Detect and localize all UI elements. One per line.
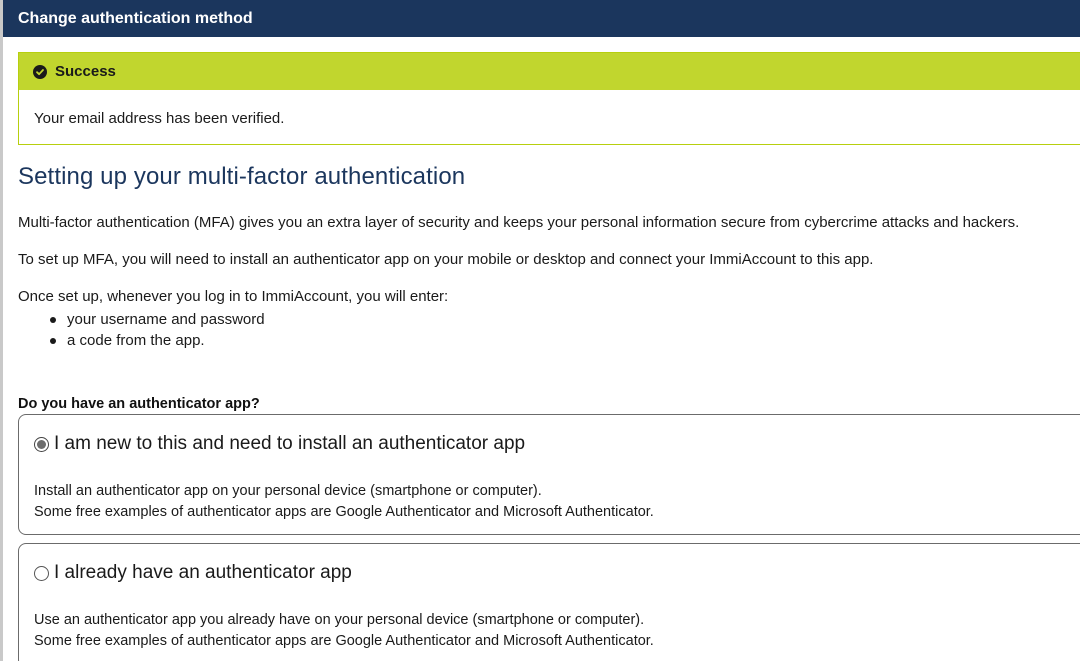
- success-alert-header: [19, 53, 1080, 90]
- success-alert-heading: Success: [55, 63, 116, 80]
- mfa-intro-paragraph: Multi-factor authentication (MFA) gives you an extra layer of security and keeps your personal information secure from cybercrime attacks and hackers.: [18, 214, 1020, 231]
- page-header-title: Change authentication method: [18, 10, 253, 27]
- success-alert-message: Your email address has been verified.: [34, 110, 285, 127]
- option-description-line: Some free examples of authenticator apps are Google Authenticator and Microsoft Authenticator.: [34, 504, 654, 520]
- success-alert: [18, 52, 1080, 145]
- option-description-line: Use an authenticator app you already have on your personal device (smartphone or computer).: [34, 612, 645, 628]
- radio-already-have-authenticator[interactable]: [34, 566, 49, 581]
- option-description-line: Some free examples of authenticator apps are Google Authenticator and Microsoft Authenticator.: [34, 633, 654, 649]
- option-row[interactable]: [34, 562, 352, 584]
- list-item: a code from the app.: [50, 330, 265, 351]
- check-circle-icon: [33, 65, 47, 79]
- radio-selected-dot: [37, 440, 46, 449]
- radio-new-to-authenticator[interactable]: [34, 437, 49, 452]
- option-description: [34, 610, 654, 652]
- left-border: [0, 0, 3, 661]
- option-label[interactable]: I am new to this and need to install an authenticator app: [54, 433, 526, 454]
- option-new-to-authenticator[interactable]: [18, 414, 1080, 535]
- option-description-line: Install an authenticator app on your personal device (smartphone or computer).: [34, 483, 542, 499]
- page-header: [3, 0, 1080, 37]
- option-description: [34, 481, 654, 523]
- option-row[interactable]: [34, 433, 525, 455]
- list-item: your username and password: [50, 309, 265, 330]
- mfa-setup-paragraph: To set up MFA, you will need to install an authenticator app on your mobile or desktop and connect your ImmiAccount to this app.: [18, 251, 874, 268]
- mfa-login-paragraph: Once set up, whenever you log in to ImmiAccount, you will enter:: [18, 288, 449, 305]
- login-requirements-list: [50, 309, 265, 351]
- option-already-have-authenticator[interactable]: [18, 543, 1080, 661]
- option-label[interactable]: I already have an authenticator app: [54, 562, 352, 583]
- authenticator-question: Do you have an authenticator app?: [18, 396, 260, 412]
- section-title: Setting up your multi-factor authentication: [18, 163, 466, 190]
